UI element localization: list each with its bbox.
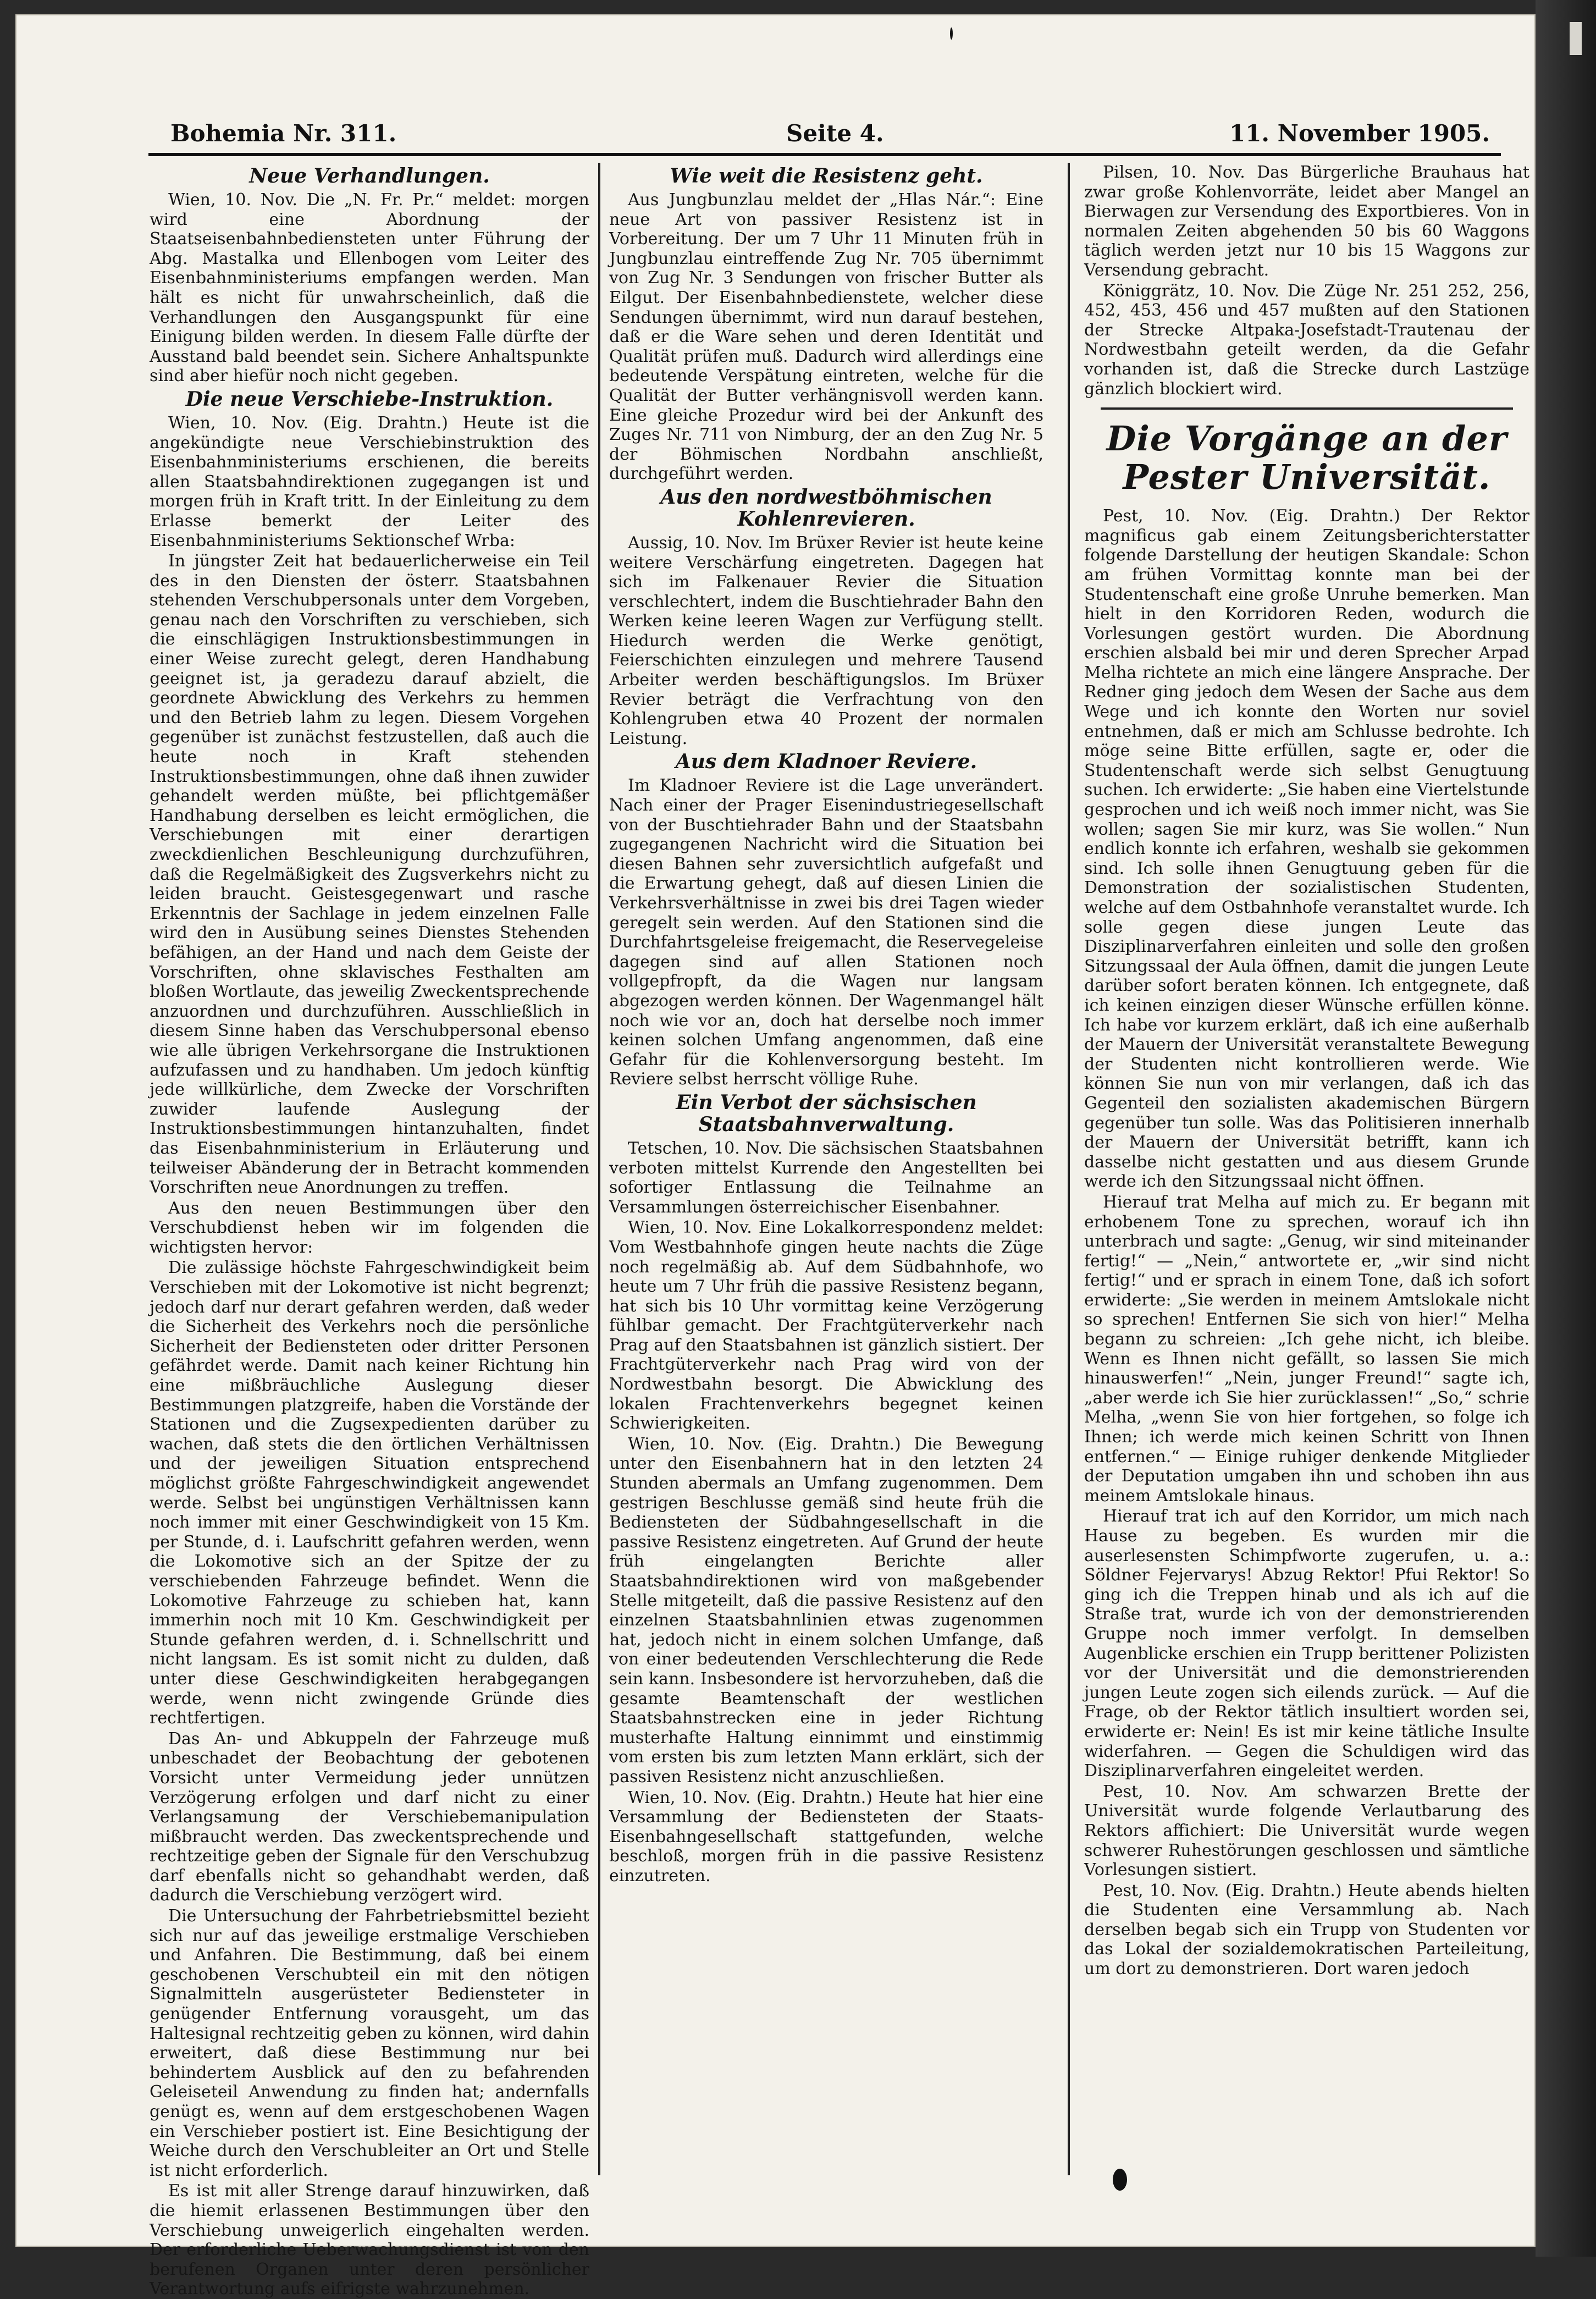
article-paragraph: Wien, 10. Nov. Die „N. Fr. Pr.“ meldet: morgen wird eine Abordnung der Staatseisenbahnbediensteten unter Führung der Abg. Mastalka und Ellenbogen vom Leiter des Eisenbahnministeriums empfangen werden. Man hält es nicht für unwahrscheinlich, daß die Verhandlungen den Ausgangspunkt für eine Einigung bilden werden. In diesem Falle dürfte der Ausstand bald beendet sein. Sichere Anhaltspunkte sind aber hiefür noch nicht gegeben. [150, 190, 589, 386]
article-paragraph: Wien, 10. Nov. (Eig. Drahtn.) Heute ist die angekündigte neue Verschiebinstruktion des Eisenbahnministeriums erschienen, die bereits allen Staatsbahndirektionen zugegangen ist und morgen früh in Kraft tritt. In der Einleitung zu dem Erlasse bemerkt der Leiter des Eisenbahnministeriums Sektionschef Wrba: [150, 413, 589, 550]
article-paragraph: Wien, 10. Nov. (Eig. Drahtn.) Heute hat hier eine Versammlung der Bediensteten der Staats-Eisenbahngesellschaft stattgefunden, welche beschloß, morgen früh in die passive Resistenz einzutreten. [609, 1788, 1043, 1885]
article-paragraph: In jüngster Zeit hat bedauerlicherweise ein Teil des in den Diensten der österr. Staatsbahnen stehenden Verschubpersonals unter dem Vorgeben, genau nach den Vorschriften zu verschieben, sich die einschlägigen Instruktionsbestimmungen in einer Weise zurecht gelegt, deren Handhabung geeignet ist, ja geradezu darauf abzielt, die geordnete Abwicklung des Verkehrs zu hemmen und den Betrieb lahm zu legen. Diesem Vorgehen gegenüber ist zunächst festzustellen, daß auch die heute noch in Kraft stehenden Instruktionsbestimmungen, ohne daß ihnen zuwider gehandelt werden müßte, bei pflichtgemäßer Handhabung derselben es leicht ermöglichen, die Verschiebungen mit einer derartigen zweckdienlichen Beschleunigung durchzuführen, daß die Regelmäßigkeit des Zugsverkehrs nicht zu leiden braucht. Geistesgegenwart und rasche Erkenntnis der Sachlage in jedem einzelnen Falle wird den in Ausübung seines Dienstes Stehenden befähigen, an der Hand und nach dem Geiste der Vorschriften, ohne sklavisches Festhalten am bloßen Wortlaute, das jeweilig Zweckentsprechende anzuordnen und durchzuführen. Ausschließlich in diesem Sinne haben das Verschubpersonal ebenso wie alle übrigen Verkehrsorgane die Instruktionen aufzufassen und zu handhaben. Um jedoch künftig jede willkürliche, dem Zwecke der Vorschriften zuwider laufende Auslegung der Instruktionsbestimmungen hintanzuhalten, findet das Eisenbahnministerium in Erläuterung und teilweiser Abänderung der in Betracht kommenden Vorschriften neue Anordnungen zu treffen. [150, 552, 589, 1198]
article-paragraph: Wien, 10. Nov. (Eig. Drahtn.) Die Bewegung unter den Eisenbahnern hat in den letzten 24 Stunden abermals an Umfang zugenommen. Dem gestrigen Beschlusse gemäß sind heute früh die Bediensteten der Südbahngesellschaft in die passive Resistenz eingetreten. Auf Grund der heute früh eingelangten Berichte aller Staatsbahndirektionen wird von maßgebender Stelle mitgeteilt, daß die passive Resistenz auf den einzelnen Staatsbahnlinien etwas zugenommen hat, jedoch nicht in einem solchen Umfange, daß von einer bedeutenden Verschlechterung die Rede sein kann. Insbesondere ist hervorzuheben, daß die gesamte Beamtenschaft der westlichen Staatsbahnstrecken eine in jeder Richtung musterhafte Haltung einnimmt und einstimmig vom ersten bis zum letzten Mann erklärt, sich der passiven Resistenz nicht anzuschließen. [609, 1434, 1043, 1787]
article-paragraph: Das An- und Abkuppeln der Fahrzeuge muß unbeschadet der Beobachtung der gebotenen Vorsicht unter Vermeidung jeder unnützen Verzögerung erfolgen und darf nicht zu einer Verlangsamung der Verschiebemanipulation mißbraucht werden. Das zweckentsprechende und rechtzeitige geben der Signale für den Verschubzug darf ebenfalls nicht so gehandhabt werden, daß dadurch die Verschiebung verzögert wird. [150, 1729, 589, 1905]
page-header [148, 120, 1501, 156]
article-paragraph: Die zulässige höchste Fahrgeschwindigkeit beim Verschieben mit der Lokomotive ist nicht begrenzt; jedoch darf nur derart gefahren werden, daß weder die Sicherheit des Verkehrs noch die persönliche Sicherheit der Bediensteten oder dritter Personen gefährdet werde. Damit nach keiner Richtung hin eine mißbräuchliche Auslegung dieser Bestimmungen platzgreife, haben die Vorstände der Stationen und die Zugsexpedienten darüber zu wachen, daß stets die den örtlichen Verhältnissen und der jeweiligen Situation entsprechend möglichst größte Fahrgeschwindigkeit angewendet werde. Selbst bei ungünstigen Verhältnissen kann noch immer mit einer Geschwindigkeit von 15 Km. per Stunde, d. i. Laufschritt gefahren werden, wenn die Lokomotive sich an der Spitze der zu verschiebenden Fahrzeuge befindet. Wenn die Lokomotive Fahrzeuge zu schieben hat, kann immerhin noch mit 10 Km. Geschwindigkeit per Stunde gefahren werden, d. i. Schnellschritt und nicht langsam. Es ist somit nicht zu dulden, daß unter diese Geschwindigkeiten herabgegangen werde, wenn nicht zwingende Gründe dies rechtfertigen. [150, 1258, 589, 1728]
article-paragraph: Pest, 10. Nov. (Eig. Drahtn.) Der Rektor magnificus gab einem Zeitungsberichterstatter folgende Darstellung der heutigen Skandale: Schon am frühen Vormittag konnte man bei der Studentenschaft eine große Unruhe bemerken. Man hielt in den Korridoren Reden, wodurch die Vorlesungen gestört wurden. Die Abordnung erschien alsbald bei mir und deren Sprecher Arpad Melha richtete an mich eine längere Ansprache. Der Redner ging jedoch dem Wesen der Sache aus dem Wege und ich konnte den Worten nur soviel entnehmen, daß er mich am Schlusse bedrohte. Ich möge seine Bitte erfüllen, sagte er, oder die Studentenschaft werde sich selbst Genugtuung suchen. Ich erwiderte: „Sie haben eine Viertelstunde gesprochen und ich weiß noch immer nicht, was Sie wollen; sagen Sie mir kurz, was Sie wollen.“ Nun endlich konnte ich erfahren, weshalb sie gekommen sind. Ich solle ihnen Genugtuung geben für die Demonstration der sozialistischen Studenten, welche auf dem Ostbahnhofe veranstaltet wurde. Ich solle gegen diese jungen Leute das Disziplinarverfahren einleiten und solle den großen Sitzungssaal der Aula öffnen, damit die jungen Leute darüber sofort beraten können. Ich entgegnete, daß ich keinen einzigen dieser Wünsche erfüllen könne. Ich habe vor kurzem erklärt, daß ich eine außerhalb der Mauern der Universität veranstaltete Bewegung der Studenten nicht kontrollieren werde. Wie können Sie nun von mir verlangen, daß ich das Gegenteil den sozialisten akademischen Bürgern gegenüber tun solle. Was das Politisieren innerhalb der Mauern der Universität betrifft, kann ich dasselbe nicht gestatten und aus diesem Grunde werde ich den Sitzungssaal nicht öffnen. [1084, 506, 1529, 1192]
article-paragraph: Im Kladnoer Reviere ist die Lage unverändert. Nach einer der Prager Eisenindustriegesellschaft von der Buschtiehrader Bahn und der Staatsbahn zugegangenen Nachricht wird die Situation bei diesen Bahnen sehr zuversichtlich aufgefaßt und die Erwartung gehegt, daß auf diesen Linien die Verkehrsverhältnisse in zwei bis drei Tagen wieder geregelt sein werden. Auf den Stationen sind die Durchfahrtsgeleise freigemacht, die Reservegeleise dagegen sind auf allen Stationen noch vollgepfropft, da die Wagen nur langsam abgezogen werden können. Der Wagenmangel hält noch wie vor an, doch hat derselbe noch immer keinen solchen Umfang angenommen, daß eine Gefahr für die Kohlenversorgung besteht. Im Reviere selbst herrscht völlige Ruhe. [609, 776, 1043, 1089]
article-paragraph: Aussig, 10. Nov. Im Brüxer Revier ist heute keine weitere Verschärfung eingetreten. Dagegen hat sich im Falkenauer Revier die Situation verschlechtert, indem die Buschtiehrader Bahn den Werken keine leeren Wagen zur Verfügung stellt. Hiedurch werden die Werke genötigt, Feierschichten einzulegen und mehrere Tausend Arbeiter werden beschäftigungslos. Im Brüxer Revier beträgt die Verfrachtung von den Kohlengruben etwa 40 Prozent der normalen Leistung. [609, 533, 1043, 748]
article-paragraph: Pest, 10. Nov. (Eig. Drahtn.) Heute abends hielten die Studenten eine Versammlung ab. Nach derselben begab sich ein Trupp von Studenten vor das Lokal der sozialdemokratischen Parteileitung, um dort zu demonstrieren. Dort waren jedoch [1084, 1881, 1529, 1979]
article-heading: Aus dem Kladnoer Reviere. [675, 750, 978, 774]
article-paragraph: Pest, 10. Nov. Am schwarzen Brette der Universität wurde folgende Verlautbarung des Rektors affichiert: Die Universität wurde wegen schwerer Ruhestörungen geschlossen und sämtliche Vorlesungen sistiert. [1084, 1782, 1529, 1880]
article-paragraph: Tetschen, 10. Nov. Die sächsischen Staatsbahnen verboten mittelst Kurrende den Angestellten bei sofortiger Entlassung die Teilnahme an Versammlungen österreichischer Eisenbahner. [609, 1138, 1043, 1217]
section-divider [1101, 407, 1513, 410]
article-paragraph: Pilsen, 10. Nov. Das Bürgerliche Brauhaus hat zwar große Kohlenvorräte, leidet aber Mangel an Bierwagen zur Versendung des Exportbieres. Von in normalen Zeiten abgehenden 50 bis 60 Waggons täglich werden jetzt nur 10 bis 15 Waggons zur Versendung gebracht. [1084, 163, 1529, 280]
article-heading: Wie weit die Resistenz geht. [670, 164, 983, 188]
article-heading: Aus den nordwestböhmischen Kohlenrevieren. [660, 485, 992, 531]
column-3 [1084, 163, 1529, 2175]
column-rule [1068, 163, 1070, 2175]
article-paragraph: Hierauf trat Melha auf mich zu. Er begann mit erhobenem Tone zu sprechen, worauf ich ihn unterbrach und sagte: „Genug, wir sind miteinander fertig!“ — „Nein,“ antwortete er, „wir sind nicht fertig!“ und er sprach in einem Tone, daß ich sofort erwiderte: „Sie werden in meinem Amtslokale nicht so sprechen! Entfernen Sie sich von hier!“ Melha begann zu schreien: „Ich gehe nicht, ich bleibe. Wenn es Ihnen nicht gefällt, so lassen Sie mich hinauswerfen!“ „Nein, junger Freund!“ sagte ich, „aber werde ich Sie hier zurücklassen!“ „So,“ schrie Melha, „wenn Sie von hier fortgehen, so folge ich Ihnen; ich werde mich keinen Schritt von Ihnen entfernen.“ — Einige ruhiger denkende Mitglieder der Deputation umgaben ihn und schoben ihn aus meinem Amtslokale hinaus. [1084, 1192, 1529, 1506]
article-paragraph: Die Untersuchung der Fahrbetriebsmittel bezieht sich nur auf das jeweilige erstmalige Verschieben und Anfahren. Die Bestimmung, daß bei einem geschobenen Verschubteil ein mit den nötigen Signalmitteln ausgerüsteter Bediensteter in genügender Entfernung vorausgeht, um das Haltesignal rechtzeitig geben zu können, wird dahin erweitert, daß diese Bestimmung nur bei behindertem Ausblick auf den zu befahrenden Geleiseteil Anwendung zu finden hat; andernfalls genügt es, wenn auf dem erstgeschobenen Wagen ein Verschieber postiert ist. Eine Besichtigung der Weiche durch den Verschubleiter an Ort und Stelle ist nicht erforderlich. [150, 1906, 589, 2180]
issue-date: 11. November 1905. [1229, 120, 1490, 147]
article-heading: Ein Verbot der sächsischen Staatsbahnverwaltung. [676, 1090, 977, 1136]
scanner-edge [1536, 0, 1596, 2257]
article-heading: Neue Verhandlungen. [249, 164, 490, 188]
article-paragraph: Aus den neuen Bestimmungen über den Verschubdienst heben wir im folgenden die wichtigsten hervor: [150, 1198, 589, 1257]
article-paragraph: Wien, 10. Nov. Eine Lokalkorrespondenz meldet: Vom Westbahnhofe gingen heute nachts die Züge noch regelmäßig ab. Auf dem Südbahnhofe, wo heute um 7 Uhr früh die passive Resistenz begann, hat sich bis 10 Uhr vormittag keine Verzögerung fühlbar gemacht. Der Frachtgüterverkehr nach Prag auf den Staatsbahnen ist gänzlich sistiert. Der Frachtgüterverkehr nach Prag wird von der Nordwestbahn besorgt. Die Abwicklung des lokalen Frachtenverkehrs begegnet keinen Schwierigkeiten. [609, 1218, 1043, 1434]
article-paragraph: Aus Jungbunzlau meldet der „Hlas Nár.“: Eine neue Art von passiver Resistenz ist in Vorbereitung. Der um 7 Uhr 11 Minuten früh in Jungbunzlau eintreffende Zug Nr. 705 übernimmt von Zug Nr. 3 Sendungen von frischer Butter als Eilgut. Der Eisenbahnbedienstete, welcher diese Sendungen übernimmt, wird nun darauf bestehen, daß er die Ware sehen und deren Identität und Qualität prüfen muß. Dadurch wird allerdings eine bedeutende Verspätung eintreten, welche für die Qualität der Butter verhängnisvoll werden kann. Eine gleiche Prozedur wird bei der Ankunft des Zuges Nr. 711 von Nimburg, der an den Zug Nr. 5 der Böhmischen Nordbahn anschließt, durchgeführt werden. [609, 190, 1043, 484]
section-headline: Die Vorgänge an der Pester Universität. [1106, 418, 1507, 498]
column-1 [150, 163, 589, 2299]
masthead-issue: Bohemia Nr. 311. [170, 120, 397, 147]
ink-speck [950, 27, 953, 40]
page-number: Seite 4. [786, 120, 884, 147]
column-rule [598, 163, 600, 2175]
column-2 [609, 163, 1043, 2175]
ink-blot [1113, 2169, 1127, 2191]
article-heading: Die neue Verschiebe-Instruktion. [185, 387, 554, 411]
article-paragraph: Es ist mit aller Strenge darauf hinzuwirken, daß die hiemit erlassenen Bestimmungen über den Verschiebung unweigerlich eingehalten werden. Der erforderliche Ueberwachungsdienst ist von den berufenen Organen unter deren persönlicher Verantwortung aufs eifrigste wahrzunehmen. [150, 2181, 589, 2299]
scanner-edge-tab [1570, 22, 1582, 55]
article-paragraph: Hierauf trat ich auf den Korridor, um mich nach Hause zu begeben. Es wurden mir die auserlesensten Schimpfworte zugerufen, u. a.: Söldner Fejervarys! Abzug Rektor! Pfui Rektor! So ging ich die Treppen hinab und als ich auf die Straße trat, wurde ich von der demonstrierenden Gruppe noch immer verfolgt. In demselben Augenblicke erschien ein Trupp berittener Polizisten vor der Universität und die demonstrierenden jungen Leute zogen sich eilends zurück. — Auf die Frage, ob der Rektor tätlich insultiert worden sei, erwiderte er: Nein! Es ist mir keine tätliche Insulte widerfahren. — Gegen die Schuldigen wird das Disziplinarverfahren eingeleitet werden. [1084, 1507, 1529, 1781]
article-paragraph: Königgrätz, 10. Nov. Die Züge Nr. 251 252, 256, 452, 453, 456 und 457 mußten auf den Stationen der Strecke Altpaka-Josefstadt-Trautenau der Nordwestbahn geteilt werden, da die Gefahr vorhanden ist, daß die Strecke durch Lastzüge gänzlich blockiert wird. [1084, 281, 1529, 399]
